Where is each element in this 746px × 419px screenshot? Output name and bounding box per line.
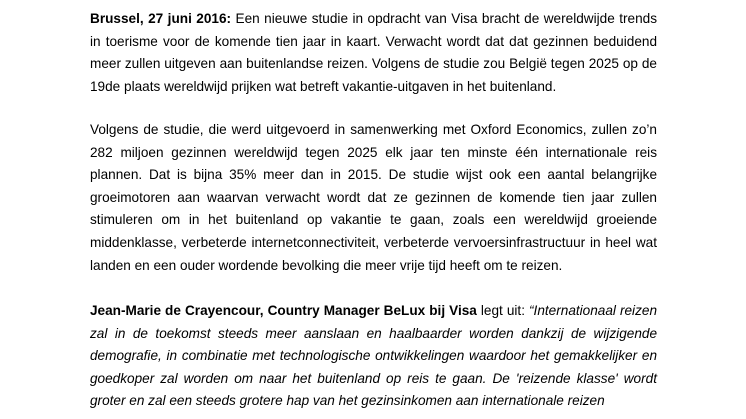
speaker-name: Jean-Marie de Crayencour, Country Manager BeLux bij Visa — [90, 303, 477, 318]
dateline: Brussel, 27 juni 2016: — [90, 11, 232, 26]
paragraph-study — [90, 119, 657, 277]
quote-text: “Internationaal reizen zal in de toekomst steeds meer aanslaan en haalbaarder worden dankzij de wijzigende demografie, in combinatie met technologische ontwikkelingen waardoor het gemakkelijker en goedkoper zal worden om naar het buitenland op reis te gaan. De 'reizende klasse' wordt groter en zal een steeds grotere hap van het gezinsinkomen aan internationale reizen — [90, 303, 657, 409]
paragraph-quote — [90, 300, 657, 413]
study-text: Volgens de studie, die werd uitgevoerd in samenwerking met Oxford Economics, zullen zo’n 282 miljoen gezinnen wereldwijd tegen 2025 elk jaar ten minste één internationale reis plannen. Dat is bijna 35% meer dan in 2015. De studie wijst ook een aantal belangrijke groeimotoren aan waarvan verwacht wordt dat ze gezinnen de komende tien jaar zullen stimuleren om in het buitenland op vakantie te gaan, zoals een wereldwijd groeiende middenklasse, verbeterde internetconnectiviteit, verbeterde vervoersinfrastructuur in heel wat landen en een ouder wordende bevolking die meer vrije tijd heeft om te reizen. — [90, 122, 657, 273]
intro-text: Een nieuwe studie in opdracht van Visa bracht de wereldwijde trends in toerisme voor de komende tien jaar in kaart. Verwacht wordt dat dat gezinnen beduidend meer zullen uitgeven aan buitenlandse reizen. Volgens de studie zou België tegen 2025 op de 19de plaats wereldwijd prijken wat betreft vakantie-uitgaven in het buitenland. — [90, 11, 657, 94]
speaker-verb: legt uit: — [476, 303, 530, 318]
paragraph-intro — [90, 8, 657, 98]
